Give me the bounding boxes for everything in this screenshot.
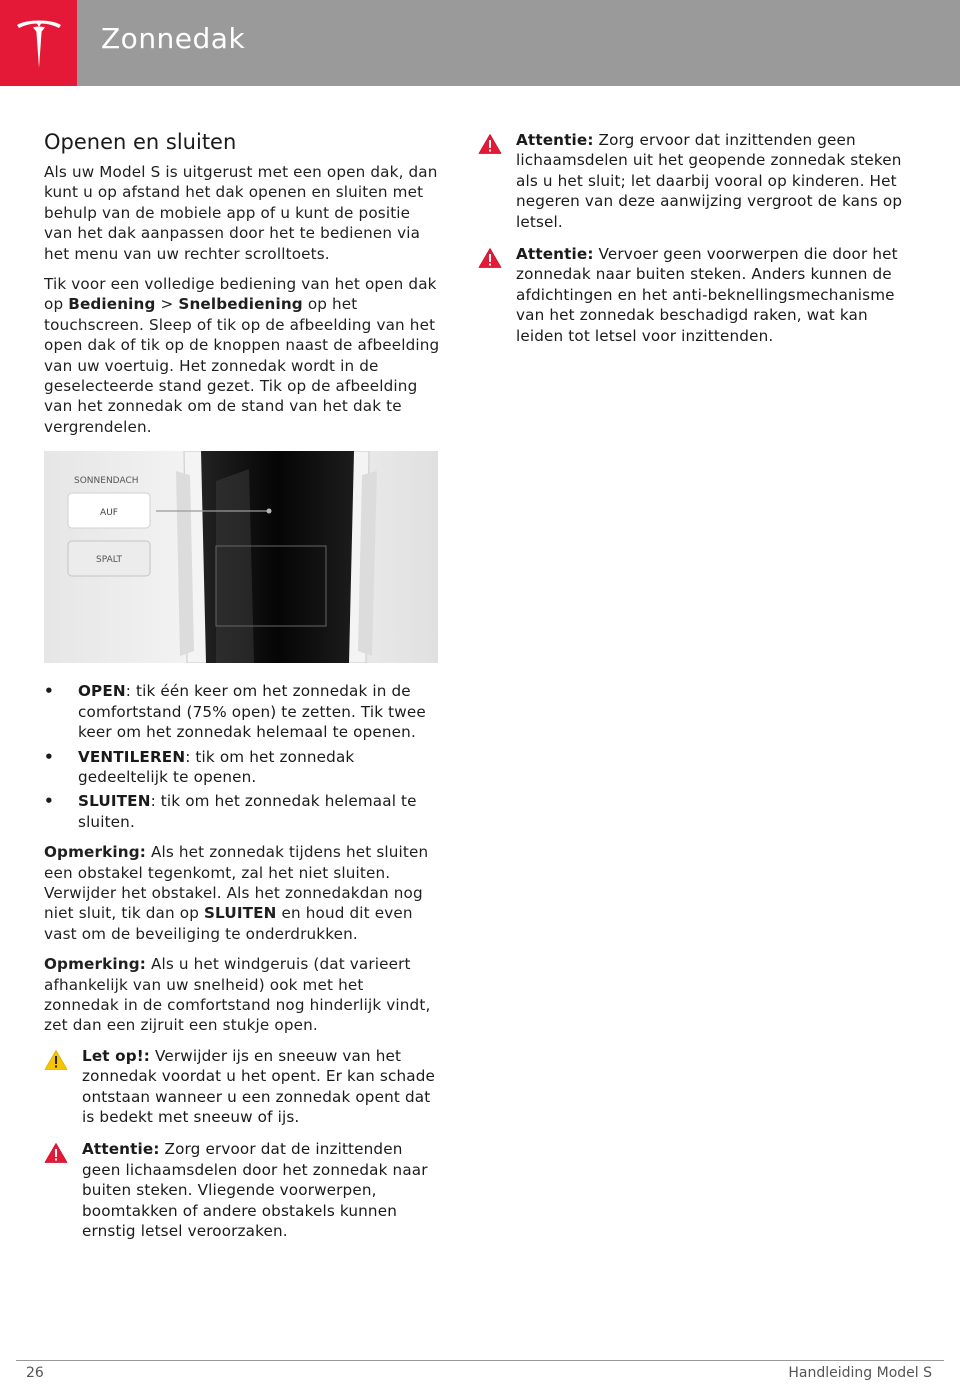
warning-objects: Attentie: Vervoer geen voorwerpen die door het zonnedak naar buiten steken. Anders kunnen de afdichtingen en het anti-beknellingsmechanisme van het zonnedak beschadigd raken, wat kan leiden tot letsel voor inzittenden. (478, 244, 918, 346)
figure-heading: SONNENDACH (74, 476, 139, 487)
tesla-logo (0, 0, 77, 86)
figure-btn-open-label: AUF (100, 508, 118, 519)
list-item: • VENTILEREN: tik om het zonnedak gedeeltelijk te openen. (44, 747, 355, 786)
right-column (478, 130, 918, 358)
manual-name: Handleiding Model S (788, 1365, 932, 1381)
list-item: • OPEN: tik één keer om het zonnedak in de comfortstand (75% open) te zetten. Tik twee keer om het zonnedak helemaal te openen. (44, 682, 426, 742)
caution-icon (44, 1049, 68, 1071)
quick-controls-term: Snelbediening (178, 295, 303, 314)
section-title: Openen en sluiten (44, 130, 237, 154)
warning-body-parts: Attentie: Zorg ervoor dat de inzittenden geen lichaamsdelen door het zonnedak naar buiten steken. Vliegende voorwerpen, boomtakken of andere obstakels kunnen ernstig letsel veroorzaken. (44, 1139, 440, 1241)
note-wind-noise: Opmerking: Als u het windgeruis (dat varieert afhankelijk van uw snelheid) ook met het zonnedak in de comfortstand nog hinderlijk vindt, zet dan een zijruit een stukje open. (44, 955, 431, 1035)
warning-icon (44, 1142, 68, 1164)
footer-divider (16, 1360, 944, 1361)
controls-term: Bediening (68, 295, 156, 314)
caution-ice-snow: Let op!: Verwijder ijs en sneeuw van het zonnedak voordat u het opent. Er kan schade ontstaan wanneer u een zonnedak opent dat is bedekt met sneeuw of ijs. (44, 1046, 440, 1128)
sunroof-illustration (44, 451, 438, 663)
tesla-logo-icon (14, 16, 64, 70)
page-number: 26 (26, 1365, 44, 1381)
page-title: Zonnedak (101, 22, 246, 55)
list-item: • SLUITEN: tik om het zonnedak helemaal te sluiten. (44, 792, 417, 831)
warning-children: Attentie: Zorg ervoor dat inzittenden geen lichaamsdelen uit het geopende zonnedak steken als u het sluit; let daarbij vooral op kinderen. Het negeren van deze aanwijzing vergroot de kans op letsel. (478, 130, 918, 232)
controls-paragraph: Tik voor een volledige bediening van het open dak op Bediening > Snelbediening op het touchscreen. Sleep of tik op de afbeelding van het open dak of tik op de knoppen naast de afbeelding van uw voertuig. Het zonnedak wordt in de geselecteerde stand gezet. Tik op de afbeelding van het zonnedak om de stand van het dak te vergrendelen. (44, 275, 440, 436)
sunroof-figure (44, 451, 438, 663)
intro-paragraph: Als uw Model S is uitgerust met een open dak, dan kunt u op afstand het dak openen en sluiten met behulp van de mobiele app of u kunt de positie van het dak aanpassen door het te bedienen via het menu van uw rechter scrolltoets. (44, 163, 438, 263)
figure-btn-vent-label: SPALT (96, 555, 122, 566)
warning-icon (478, 133, 502, 155)
warning-icon (478, 247, 502, 269)
page-header (0, 0, 960, 86)
button-list (44, 681, 440, 832)
note-obstacle: Opmerking: Als het zonnedak tijdens het sluiten een obstakel tegenkomt, zal het niet sluiten. Verwijder het obstakel. Als het zonnedakdan nog niet sluit, tik dan op SLUITEN en houd dit even vast om de beveiliging te onderdrukken. (44, 843, 429, 943)
left-column (44, 130, 440, 1253)
